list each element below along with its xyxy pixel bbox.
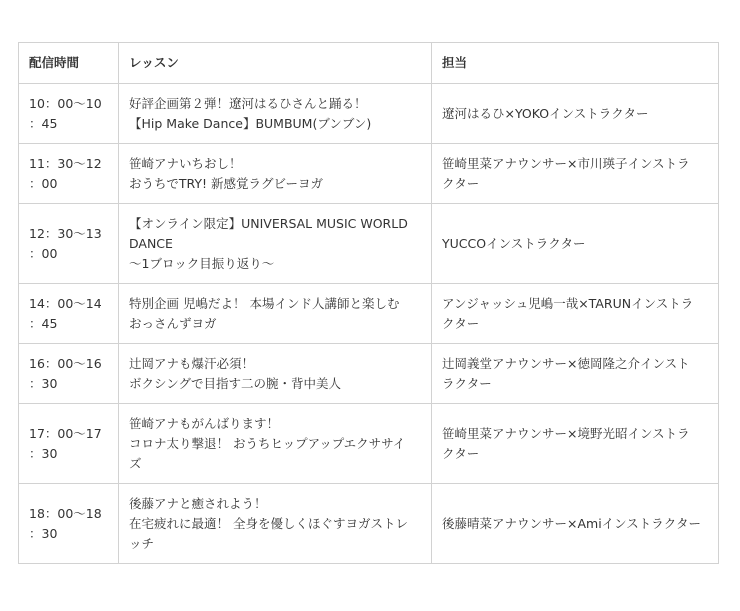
time-text: ：45 — [29, 315, 58, 331]
instructor-text: YUCCOインストラクター — [442, 235, 586, 251]
table-row — [19, 344, 719, 404]
time-cell — [19, 204, 119, 284]
header-instructor: 担当 — [432, 43, 719, 84]
lesson-text: ズ — [129, 455, 142, 471]
lesson-text: 特別企画 児嶋だよ！ 本場インド人講師と楽しむ — [129, 295, 400, 311]
instructor-text: 笹崎里菜アナウンサー×境野光昭インストラ — [442, 425, 690, 441]
schedule-table — [18, 42, 719, 564]
lesson-cell — [119, 404, 432, 484]
lesson-text: DANCE — [129, 235, 173, 251]
lesson-cell — [119, 144, 432, 204]
time-text: 10：00〜10 — [29, 95, 102, 111]
lesson-text: 後藤アナと癒されよう！ — [129, 495, 267, 511]
time-cell — [19, 84, 119, 144]
lesson-text: 在宅疲れに最適！ 全身を優しくほぐすヨガストレ — [129, 515, 408, 531]
lesson-cell — [119, 284, 432, 344]
lesson-text: 〜1ブロック目振り返り〜 — [129, 255, 275, 271]
lesson-text: おうちでTRY! 新感覚ラグビーヨガ — [129, 175, 324, 191]
lesson-cell — [119, 484, 432, 564]
instructor-cell — [432, 344, 719, 404]
time-cell — [19, 484, 119, 564]
header-lesson: レッスン — [119, 43, 432, 84]
instructor-text: 辻岡義堂アナウンサー×徳岡隆之介インスト — [442, 355, 690, 371]
time-cell — [19, 404, 119, 484]
lesson-text: 笹崎アナいちおし！ — [129, 155, 242, 171]
instructor-cell — [432, 144, 719, 204]
lesson-text: 【Hip Make Dance】BUMBUM(ブンブン) — [129, 115, 372, 131]
table-row — [19, 144, 719, 204]
instructor-cell — [432, 404, 719, 484]
lesson-text: ッチ — [129, 535, 155, 551]
lesson-text: 【オンライン限定】UNIVERSAL MUSIC WORLD — [129, 215, 408, 231]
table-row — [19, 84, 719, 144]
table-row — [19, 484, 719, 564]
time-text: 12：30〜13 — [29, 225, 102, 241]
time-cell — [19, 344, 119, 404]
lesson-text: おっさんずヨガ — [129, 315, 217, 331]
instructor-text: 遼河はるひ×YOKOインストラクター — [442, 105, 649, 121]
time-text: 18：00〜18 — [29, 505, 102, 521]
lesson-cell — [119, 84, 432, 144]
instructor-text: 後藤晴菜アナウンサー×Amiインストラクター — [442, 515, 702, 531]
time-text: 17：00〜17 — [29, 425, 102, 441]
time-text: ：30 — [29, 525, 58, 541]
time-text: ：30 — [29, 375, 58, 391]
time-text: 11：30〜12 — [29, 155, 102, 171]
instructor-cell — [432, 484, 719, 564]
time-text: ：00 — [29, 245, 58, 261]
time-text: ：45 — [29, 115, 58, 131]
lesson-text: ボクシングで目指す二の腕・背中美人 — [129, 375, 341, 391]
table-header-row — [19, 43, 719, 84]
lesson-cell — [119, 344, 432, 404]
table-row — [19, 204, 719, 284]
time-text: 14：00〜14 — [29, 295, 102, 311]
instructor-text: アンジャッシュ児嶋一哉×TARUNインストラ — [442, 295, 694, 311]
lesson-text: 笹崎アナもがんばります！ — [129, 415, 280, 431]
instructor-text: クター — [442, 445, 480, 461]
time-cell — [19, 284, 119, 344]
lesson-text: 辻岡アナも爆汗必須！ — [129, 355, 255, 371]
time-text: 16：00〜16 — [29, 355, 102, 371]
instructor-text: ラクター — [442, 375, 492, 391]
instructor-text: 笹崎里菜アナウンサー×市川瑛子インストラ — [442, 155, 690, 171]
time-text: ：00 — [29, 175, 58, 191]
time-cell — [19, 144, 119, 204]
time-text: ：30 — [29, 445, 58, 461]
header-time: 配信時間 — [19, 43, 119, 84]
lesson-text: 好評企画第２弾！遼河はるひさんと踊る！ — [129, 95, 367, 111]
table-row — [19, 404, 719, 484]
instructor-text: クター — [442, 315, 480, 331]
instructor-cell — [432, 284, 719, 344]
lesson-cell — [119, 204, 432, 284]
instructor-text: クター — [442, 175, 480, 191]
table-row — [19, 284, 719, 344]
lesson-text: コロナ太り撃退！ おうちヒップアップエクササイ — [129, 435, 406, 451]
instructor-cell — [432, 204, 719, 284]
instructor-cell — [432, 84, 719, 144]
